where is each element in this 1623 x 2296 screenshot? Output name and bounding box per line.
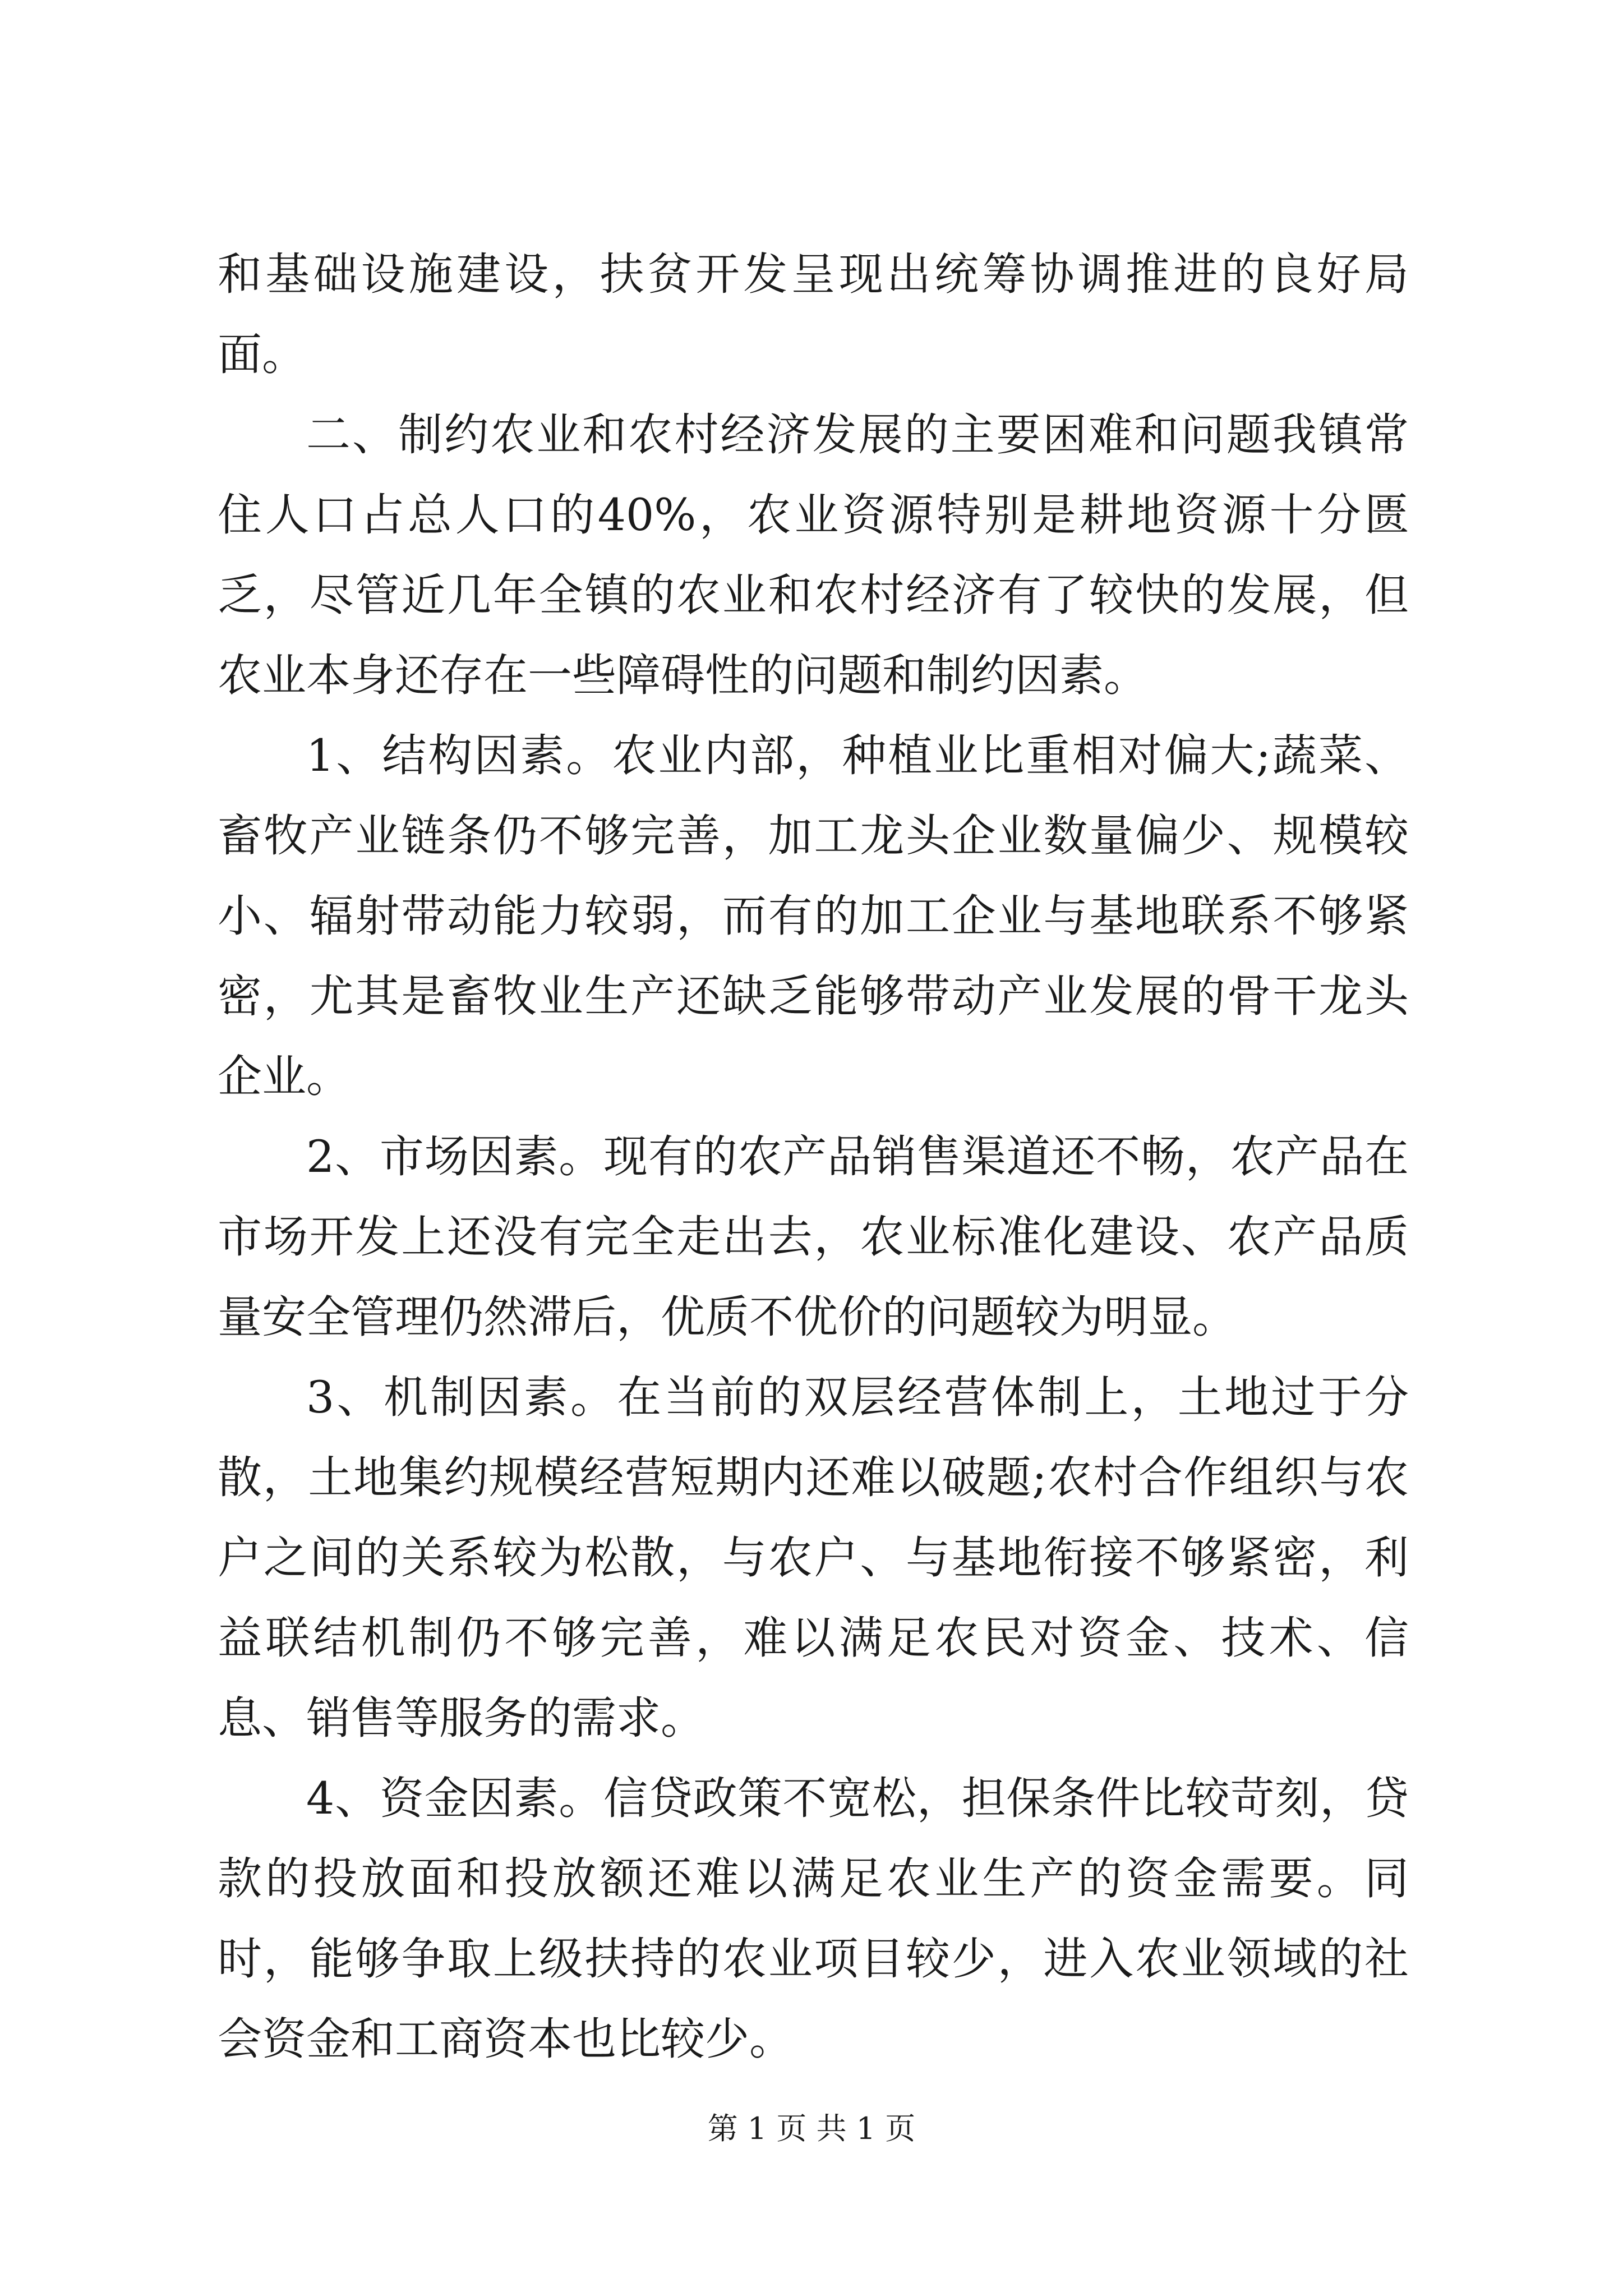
page-footer: 第 1 页 共 1 页	[707, 2111, 916, 2146]
document-body	[218, 234, 1409, 2079]
paragraph-market-factor: 2、市场因素。现有的农产品销售渠道还不畅，农产品在市场开发上还没有完全走出去，农业标准化建设、农产品质量安全管理仍然滞后，优质不优价的问题较为明显。	[218, 1131, 1409, 1343]
paragraph-continuation: 和基础设施建设，扶贫开发呈现出统筹协调推进的良好局面。	[218, 249, 1409, 380]
paragraph-structure-factor: 1、结构因素。农业内部，种植业比重相对偏大;蔬菜、畜牧产业链条仍不够完善，加工龙头企业数量偏少、规模较小、辐射带动能力较弱，而有的加工企业与基地联系不够紧密，尤其是畜牧业生产还缺乏能够带动产业发展的骨干龙头企业。	[218, 730, 1409, 1102]
paragraph-funding-factor: 4、资金因素。信贷政策不宽松，担保条件比较苛刻，贷款的投放面和投放额还难以满足农业生产的资金需要。同时，能够争取上级扶持的农业项目较少，进入农业领域的社会资金和工商资本也比较少。	[218, 1773, 1409, 2065]
paragraph-mechanism-factor: 3、机制因素。在当前的双层经营体制上，土地过于分散，土地集约规模经营短期内还难以破题;农村合作组织与农户之间的关系较为松散，与农户、与基地衔接不够紧密，利益联结机制仍不够完善，难以满足农民对资金、技术、信息、销售等服务的需求。	[218, 1372, 1409, 1744]
paragraph-section-two: 二、制约农业和农村经济发展的主要困难和问题我镇常住人口占总人口的40%，农业资源特别是耕地资源十分匮乏，尽管近几年全镇的农业和农村经济有了较快的发展，但农业本身还存在一些障碍性的问题和制约因素。	[218, 409, 1409, 701]
